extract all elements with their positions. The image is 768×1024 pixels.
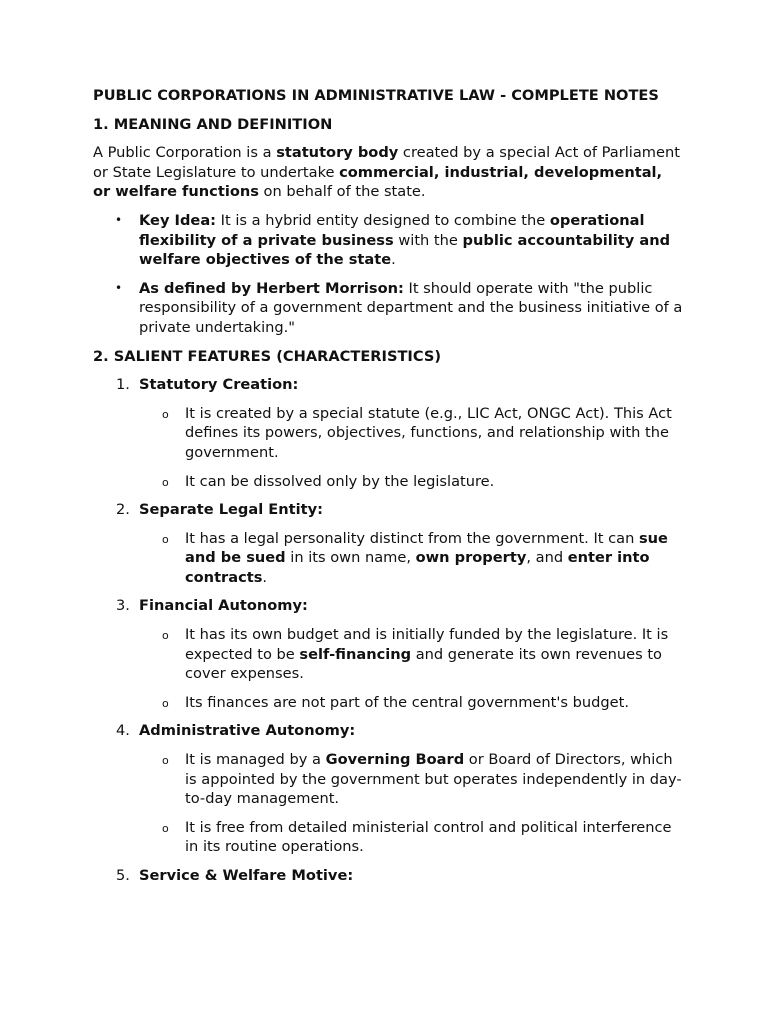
sub-item-bold: self-financing <box>299 645 412 663</box>
feature-item <box>93 375 683 491</box>
sub-item <box>139 529 683 588</box>
sub-item <box>139 693 683 713</box>
bullet-key-idea <box>93 211 683 270</box>
feature-title: Service & Welfare Motive: <box>139 867 354 884</box>
bullet-morrison <box>93 279 683 338</box>
feature-sub-list <box>139 404 683 491</box>
feature-item <box>93 721 683 857</box>
definition-text: A Public Corporation is a <box>93 144 277 162</box>
feature-number: 1. <box>116 376 130 394</box>
section-heading-features: 2. SALIENT FEATURES (CHARACTERISTICS) <box>93 347 442 365</box>
feature-sub-list <box>139 529 683 588</box>
sub-item-bold: enter into contracts <box>185 549 650 586</box>
circle-bullet-icon: o <box>162 629 169 643</box>
feature-item <box>93 866 683 886</box>
circle-bullet-icon: o <box>162 754 169 768</box>
definition-bold-functions: commercial, industrial, developmental, or welfare functions <box>93 163 663 201</box>
sub-item-text: It is managed by a <box>185 751 326 769</box>
definition-bold-statutory: statutory body <box>276 144 399 162</box>
feature-item <box>93 500 683 587</box>
sub-item-bold: sue and be sued <box>185 529 668 567</box>
bullet-text: It is a hybrid entity designed to combine the <box>216 211 550 229</box>
definition-paragraph <box>93 143 683 202</box>
feature-title: Separate Legal Entity: <box>139 501 323 519</box>
sub-item-text: It has a legal personality distinct from the government. It can <box>185 529 639 547</box>
bullet-dot-icon: • <box>115 212 123 227</box>
sub-item-text: , and <box>526 549 568 567</box>
feature-title: Financial Autonomy: <box>139 597 308 615</box>
sub-item-text: It has its own budget and is initially funded by the legislature. It is expected to be <box>185 626 669 663</box>
features-list <box>93 375 683 885</box>
sub-item-text: in its own name, <box>285 549 416 567</box>
sub-item-bold: own property <box>415 549 527 567</box>
feature-sub-list <box>139 750 683 857</box>
bullet-label: Key Idea: <box>139 211 217 229</box>
feature-title: Administrative Autonomy: <box>139 722 356 740</box>
document-page <box>93 86 683 895</box>
sub-item <box>139 472 683 492</box>
bullet-label: As defined by Herbert Morrison: <box>139 279 404 297</box>
bullet-dot-icon: • <box>115 280 123 295</box>
sub-item-text: and generate its own revenues to cover expenses. <box>185 645 662 683</box>
feature-number: 4. <box>116 722 130 740</box>
definition-bullets <box>93 211 683 338</box>
circle-bullet-icon: o <box>162 696 169 710</box>
sub-item <box>139 625 683 684</box>
circle-bullet-icon: o <box>162 407 169 421</box>
circle-bullet-icon: o <box>162 821 169 835</box>
sub-item-text: It is created by a special statute (e.g., LIC Act, ONGC Act). This Act defines its powers, objectives, functions, and relationship with the government. <box>185 404 672 461</box>
bullet-bold-text: operational flexibility of a private business <box>139 211 645 249</box>
document-title: PUBLIC CORPORATIONS IN ADMINISTRATIVE LAW - COMPLETE NOTES <box>93 87 659 104</box>
sub-item <box>139 818 683 857</box>
feature-number: 5. <box>116 867 130 884</box>
sub-item-text: Its finances are not part of the central government's budget. <box>185 693 629 711</box>
sub-item-bold: Governing Board <box>325 751 465 769</box>
feature-sub-list <box>139 625 683 712</box>
bullet-text: . <box>391 251 396 269</box>
bullet-text: with the <box>393 231 463 249</box>
definition-text: created by a special Act of Parliament or State Legislature to undertake <box>93 144 680 181</box>
sub-item-text: It is free from detailed ministerial control and political interference in its routine operations. <box>185 818 672 856</box>
sub-item-text: or Board of Directors, which is appointed by the government but operates independently in day-to-day management. <box>185 751 682 808</box>
sub-item <box>139 404 683 463</box>
feature-number: 2. <box>116 501 130 519</box>
circle-bullet-icon: o <box>162 532 169 546</box>
sub-item-text: . <box>262 568 268 586</box>
bullet-bold-text: public accountability and welfare objectives of the state <box>139 231 671 269</box>
section-heading-meaning: 1. MEANING AND DEFINITION <box>93 115 333 133</box>
bullet-text: It should operate with "the public responsibility of a government department and the business initiative of a private undertaking." <box>139 279 683 336</box>
feature-title: Statutory Creation: <box>139 376 299 394</box>
feature-number: 3. <box>116 597 130 615</box>
definition-text: on behalf of the state. <box>258 183 426 201</box>
circle-bullet-icon: o <box>162 475 169 489</box>
sub-item-text: It can be dissolved only by the legislature. <box>185 472 495 490</box>
sub-item <box>139 750 683 809</box>
feature-item <box>93 596 683 712</box>
